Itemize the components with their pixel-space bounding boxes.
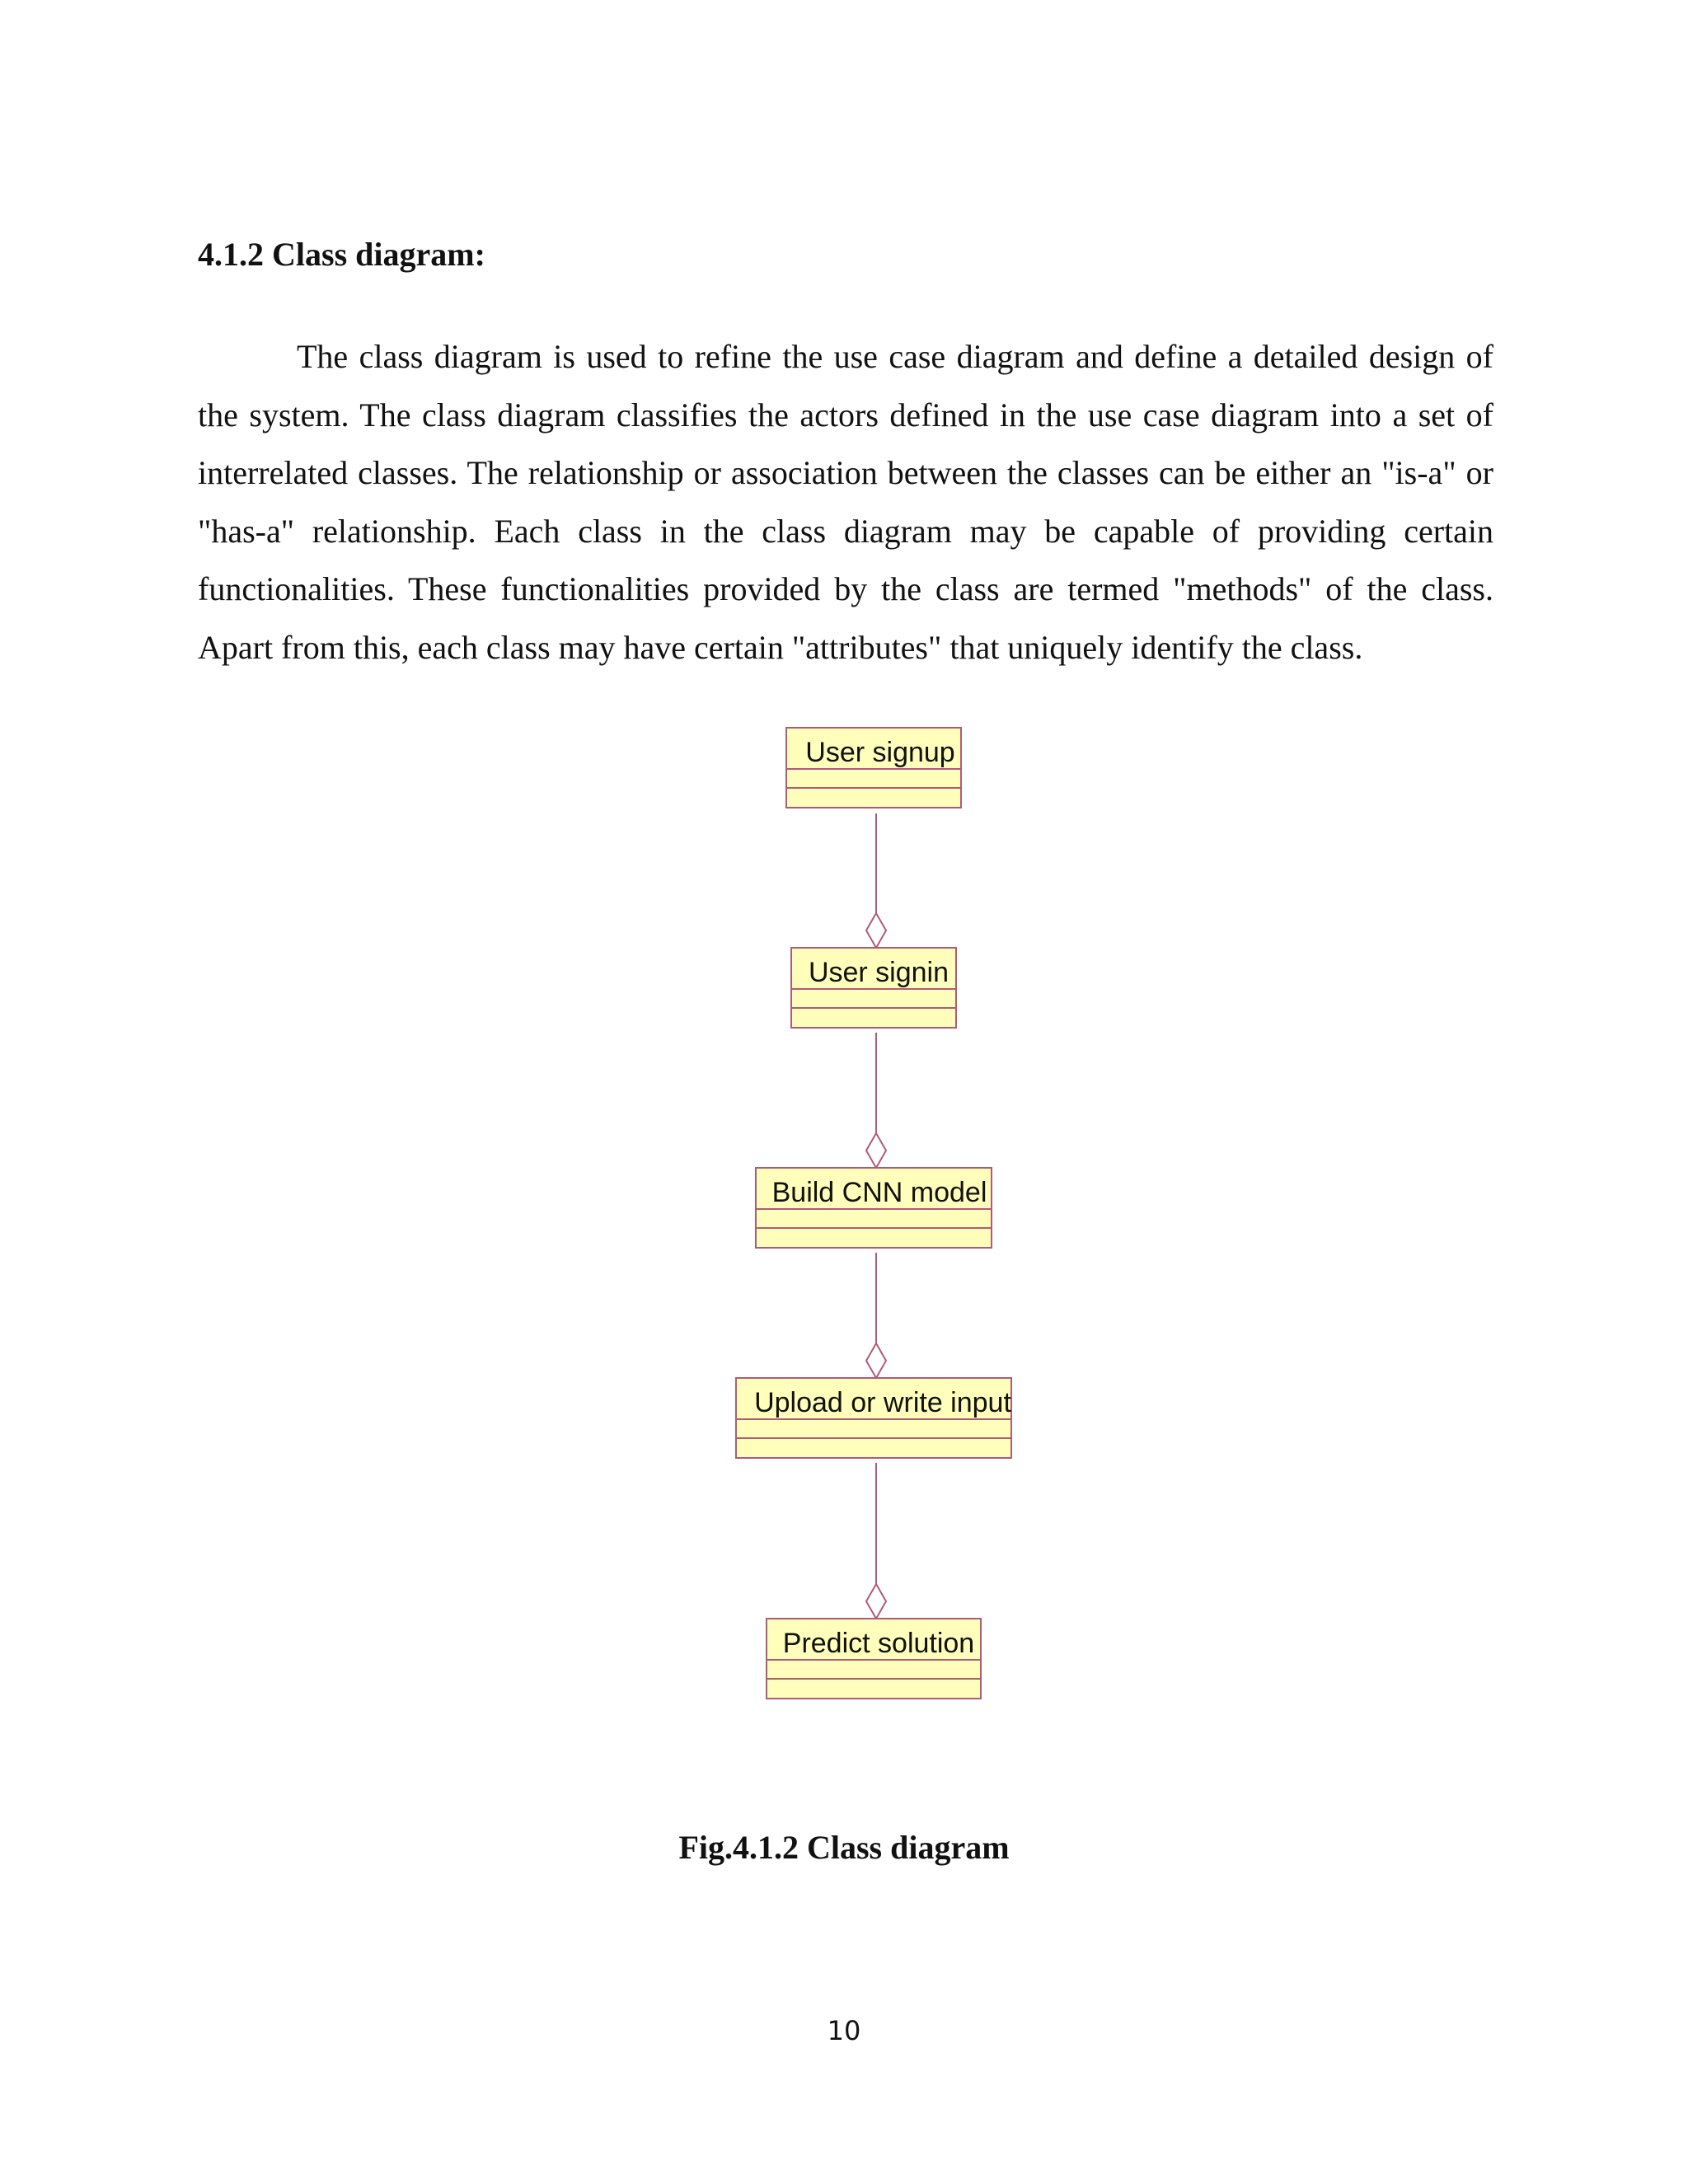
- section-heading: 4.1.2 Class diagram:: [198, 236, 485, 273]
- page-number: 10: [827, 2015, 861, 2046]
- class-name: Upload or write input: [754, 1387, 1011, 1418]
- class-name: User signin: [808, 957, 950, 988]
- class-box-predict-solution: [767, 1619, 981, 1699]
- aggregation-diamond-icon: [866, 1584, 886, 1619]
- aggregation-diamond-icon: [866, 1133, 886, 1168]
- class-name: User signup: [805, 737, 955, 768]
- aggregation-diamond-icon: [866, 913, 886, 948]
- class-name: Predict solution: [782, 1628, 975, 1659]
- figure-caption: Fig.4.1.2 Class diagram: [678, 1829, 1010, 1866]
- class-name: Build CNN model: [771, 1177, 987, 1208]
- class-box-upload-or-write-input: [736, 1378, 1011, 1458]
- class-box-build-cnn-model: [756, 1168, 992, 1248]
- body-paragraph: The class diagram is used to refine the use case diagram and define a detailed design of the system. The class diagram classifies the actors defined in the use case diagram into a set of interrelated classes. The relationship or association between the classes can be either an "is-a" or "has-a" relationship. Each class in the class diagram may be capable of providing certain functionalities. These functionalities provided by the class are termed "methods" of the class. Apart from this, each class may have certain "attributes" that uniquely identify the class.: [198, 338, 1493, 666]
- class-box-user-signin: [791, 948, 956, 1028]
- aggregation-diamond-icon: [866, 1343, 886, 1378]
- class-box-user-signup: [786, 728, 961, 808]
